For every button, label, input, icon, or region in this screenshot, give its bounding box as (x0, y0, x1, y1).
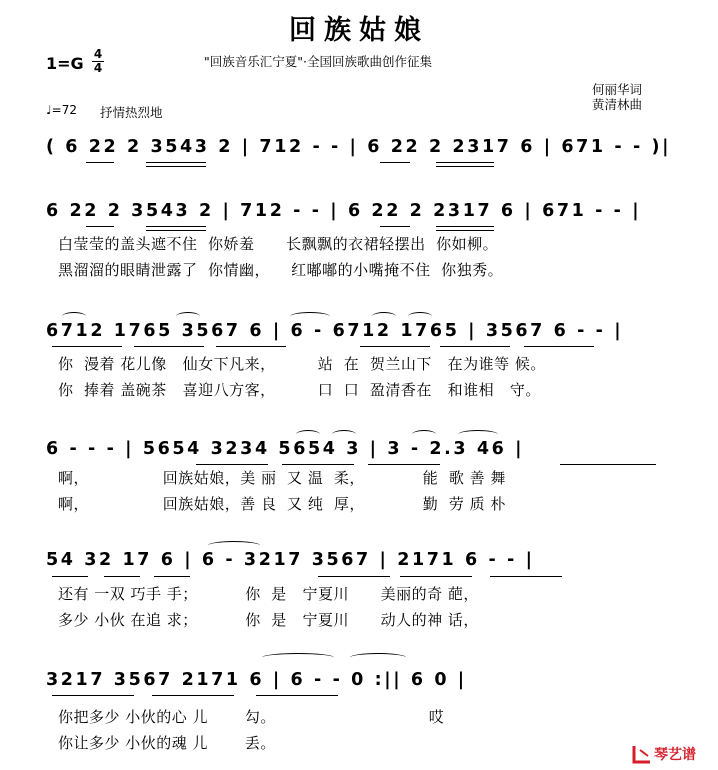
expression-mark: 抒情热烈地 (100, 105, 163, 120)
lyrics-row-3-verse-1: 啊， 回族姑娘，美 丽 又 温 柔， 能 歌 善 舞 (58, 469, 506, 487)
beam (368, 464, 440, 465)
beam (436, 166, 494, 167)
score-row-1: 6 22 2 3543 2 | 712 - - | 6 22 2 2317 6 | 671 - - | (46, 201, 642, 221)
lyrics-row-5-verse-1: 你把多少 小伙的心 儿 勾。 哎 (58, 708, 445, 726)
beam (146, 226, 206, 227)
time-bottom: 4 (93, 61, 103, 75)
slur (62, 312, 86, 321)
beam (52, 576, 88, 577)
lyrics-row-3-verse-2: 啊， 回族姑娘，善 良 又 纯 厚， 勤 劳 质 朴 (58, 495, 506, 513)
time-top: 4 (93, 47, 103, 61)
lyrics-row-1-verse-1: 白莹莹的盖头遮不住 你娇羞 长飘飘的衣裙轻摆出 你如柳。 (58, 235, 499, 253)
lyricist: 何丽华词 (592, 82, 643, 97)
score-row-4: 54 32 17 6 | 6 - 3217 3567 | 2171 6 - - | (46, 550, 535, 570)
beam (490, 576, 562, 577)
key-signature: 1=G (46, 54, 84, 73)
score-row-3: 6 - - - | 5654 3234 5654 3 | 3 - 2.3 46 | (46, 439, 525, 459)
slur (408, 312, 432, 321)
slur (290, 312, 330, 321)
composer: 黄清林曲 (592, 97, 643, 112)
beam (104, 576, 140, 577)
beam (196, 464, 268, 465)
beam (436, 230, 494, 231)
slur (458, 430, 498, 439)
beam (146, 230, 206, 231)
beam (86, 162, 114, 163)
beam (400, 576, 472, 577)
beam (380, 226, 410, 227)
slur (332, 430, 356, 439)
beam (318, 576, 390, 577)
subtitle: "回族音乐汇宁夏"·全国回族歌曲创作征集 (204, 54, 432, 69)
watermark-text: 琴艺谱 (654, 747, 696, 763)
lyrics-row-2-verse-2: 你 捧着 盖碗茶 喜迎八方客， 口 口 盈清香在 和谁相 守。 (58, 381, 541, 399)
beam (146, 166, 206, 167)
lyrics-row-1-verse-2: 黑溜溜的眼睛泄露了 你情幽， 红嘟嘟的小嘴掩不住 你独秀。 (58, 261, 504, 279)
slur (350, 653, 406, 662)
beam (436, 226, 494, 227)
beam (440, 346, 510, 347)
lyrics-row-4-verse-1: 还有 一双 巧手 手； 你 是 宁夏川 美丽的奇 葩， (58, 585, 479, 603)
score-row-5: 3217 3567 2171 6 | 6 - - 0 :|| 6 0 | (46, 670, 467, 690)
beam (52, 695, 134, 696)
beam (560, 464, 656, 465)
lyrics-row-4-verse-2: 多少 小伙 在追 求； 你 是 宁夏川 动人的神 话， (58, 611, 479, 629)
beam (380, 162, 410, 163)
slur (176, 312, 200, 321)
beam (282, 464, 354, 465)
beam (152, 695, 234, 696)
lyrics-row-5-verse-2: 你让多少 小伙的魂 儿 丢。 (58, 734, 276, 752)
beam (216, 346, 286, 347)
slur (412, 430, 436, 439)
beam (436, 162, 494, 163)
slur (262, 653, 334, 662)
tempo-mark: ♩=72 (46, 103, 77, 117)
slur (296, 430, 320, 439)
score-row-intro: ( 6 22 2 3543 2 | 712 - - | 6 22 2 2317 6 | 671 - - )| (46, 137, 672, 157)
beam (134, 346, 204, 347)
beam (360, 346, 430, 347)
beam (524, 346, 594, 347)
beam (146, 162, 206, 163)
lyrics-row-2-verse-1: 你 漫着 花儿像 仙女下凡来， 站 在 贺兰山下 在为谁等 候。 (58, 355, 546, 373)
song-title: 回族姑娘 (289, 15, 429, 46)
slur (372, 312, 396, 321)
score-row-2: 6712 1765 3567 6 | 6 - 6712 1765 | 3567 6 - - | (46, 321, 624, 341)
beam (256, 695, 338, 696)
beam (52, 346, 122, 347)
time-signature (92, 48, 104, 75)
slur (208, 541, 260, 550)
beam (86, 226, 114, 227)
beam (154, 576, 190, 577)
